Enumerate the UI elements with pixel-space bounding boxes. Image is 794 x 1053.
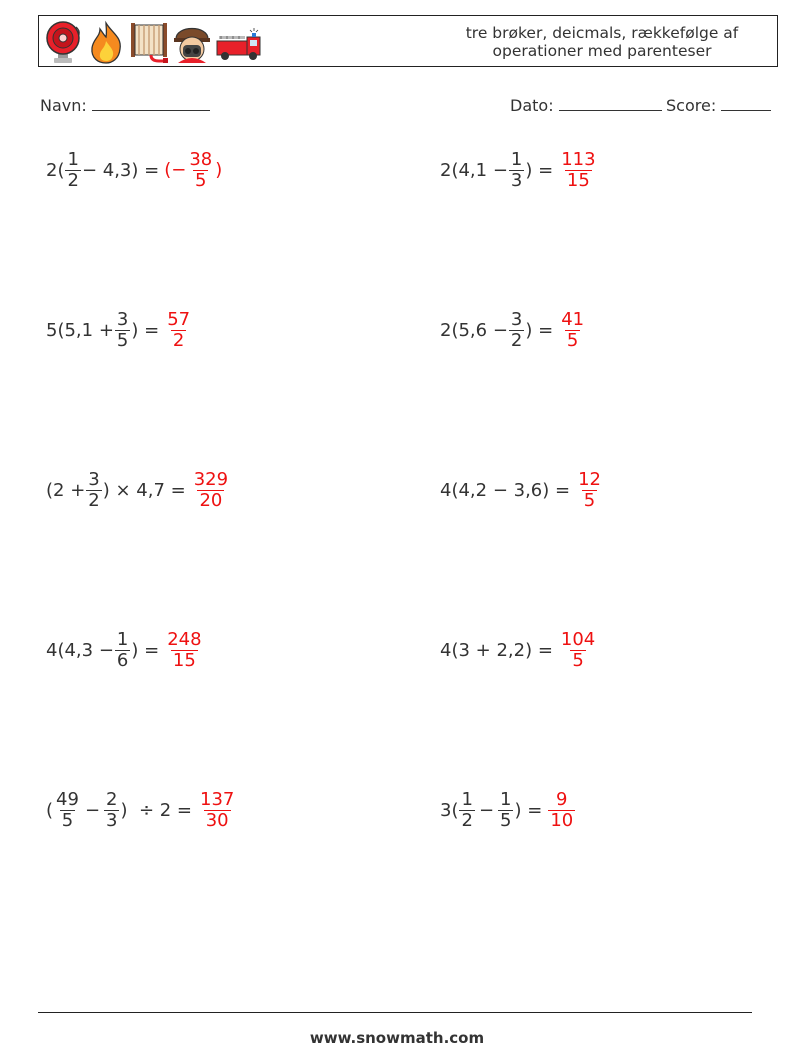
fraction: $\frac{3}{2}$	[510, 308, 523, 351]
expr-text: ) =	[525, 319, 554, 341]
fire-truck-icon	[215, 19, 263, 65]
answer: $\frac{113}{15}$	[561, 148, 596, 191]
fraction: $\frac{49}{5}$	[56, 788, 79, 831]
problem-2	[440, 140, 599, 200]
flame-icon	[86, 19, 126, 65]
worksheet-title-line1: tre brøker, deicmals, rækkefølge af	[465, 24, 739, 42]
fraction: $\frac{1}{5}$	[500, 788, 512, 831]
expr-text: −	[84, 799, 101, 821]
answer: $\frac{137}{30}$	[200, 788, 235, 831]
problem-9	[46, 780, 237, 840]
worksheet-header	[38, 15, 778, 67]
answer: (− $\frac{38}{5}$ )	[164, 148, 223, 191]
date-field[interactable]	[510, 94, 662, 115]
score-field[interactable]	[666, 94, 771, 115]
footer-url[interactable]: www.snowmath.com	[309, 1029, 485, 1047]
expr-text: 5(5,1 +	[46, 319, 114, 341]
expr-text: 4(3 + 2,2) =	[440, 639, 553, 661]
fraction: $\frac{1}{2}$	[67, 148, 79, 191]
worksheet-title	[437, 24, 767, 60]
expr-text: ) =	[131, 639, 160, 661]
name-blank[interactable]	[92, 94, 210, 111]
answer: $\frac{57}{2}$	[167, 308, 191, 351]
answer: $\frac{329}{20}$	[193, 468, 229, 511]
expr-text: ) ÷ 2 =	[120, 799, 193, 821]
answer: $\frac{12}{5}$	[578, 468, 601, 511]
date-label: Dato:	[510, 96, 554, 115]
answer: $\frac{41}{5}$	[561, 308, 585, 351]
problem-1	[46, 140, 222, 200]
expr-text: ) =	[131, 319, 160, 341]
fraction: $\frac{2}{3}$	[106, 788, 118, 831]
name-field[interactable]	[40, 94, 210, 115]
problem-10	[440, 780, 576, 840]
expr-text: − 4,3) =	[81, 159, 160, 181]
expr-text: ) =	[525, 159, 554, 181]
date-blank[interactable]	[559, 94, 662, 111]
score-blank[interactable]	[721, 94, 771, 111]
fraction: $\frac{3}{5}$	[116, 308, 129, 351]
firefighter-icon	[172, 19, 212, 65]
fire-alarm-bell-icon	[43, 19, 83, 65]
fraction: $\frac{1}{6}$	[116, 628, 129, 671]
answer: $\frac{248}{15}$	[167, 628, 202, 671]
expr-text: 2(4,1 −	[440, 159, 508, 181]
answer: $\frac{9}{10}$	[550, 788, 574, 831]
expr-text: (	[46, 799, 54, 821]
score-label: Score:	[666, 96, 717, 115]
header-icons	[43, 19, 263, 65]
problem-5	[46, 460, 231, 520]
problem-7	[46, 620, 205, 680]
problem-4	[440, 300, 587, 360]
expr-text: 3(	[440, 799, 459, 821]
problem-3	[46, 300, 193, 360]
fraction: $\frac{1}{2}$	[461, 788, 473, 831]
expr-text: (2 +	[46, 479, 86, 501]
expr-text: ) =	[514, 799, 543, 821]
fraction: $\frac{1}{3}$	[510, 148, 523, 191]
fire-hose-reel-icon	[129, 19, 169, 65]
expr-text: 4(4,3 −	[46, 639, 114, 661]
problem-6	[440, 460, 604, 520]
fraction: $\frac{3}{2}$	[88, 468, 100, 511]
expr-text: −	[478, 799, 495, 821]
worksheet-title-line2: operationer med parenteser	[492, 42, 712, 60]
expr-text: 2(5,6 −	[440, 319, 508, 341]
expr-text: 2(	[46, 159, 65, 181]
answer: $\frac{104}{5}$	[560, 628, 596, 671]
expr-text: ) × 4,7 =	[102, 479, 186, 501]
name-label: Navn:	[40, 96, 87, 115]
expr-text: 4(4,2 − 3,6) =	[440, 479, 571, 501]
problem-8	[440, 620, 598, 680]
footer-divider	[38, 1012, 752, 1013]
